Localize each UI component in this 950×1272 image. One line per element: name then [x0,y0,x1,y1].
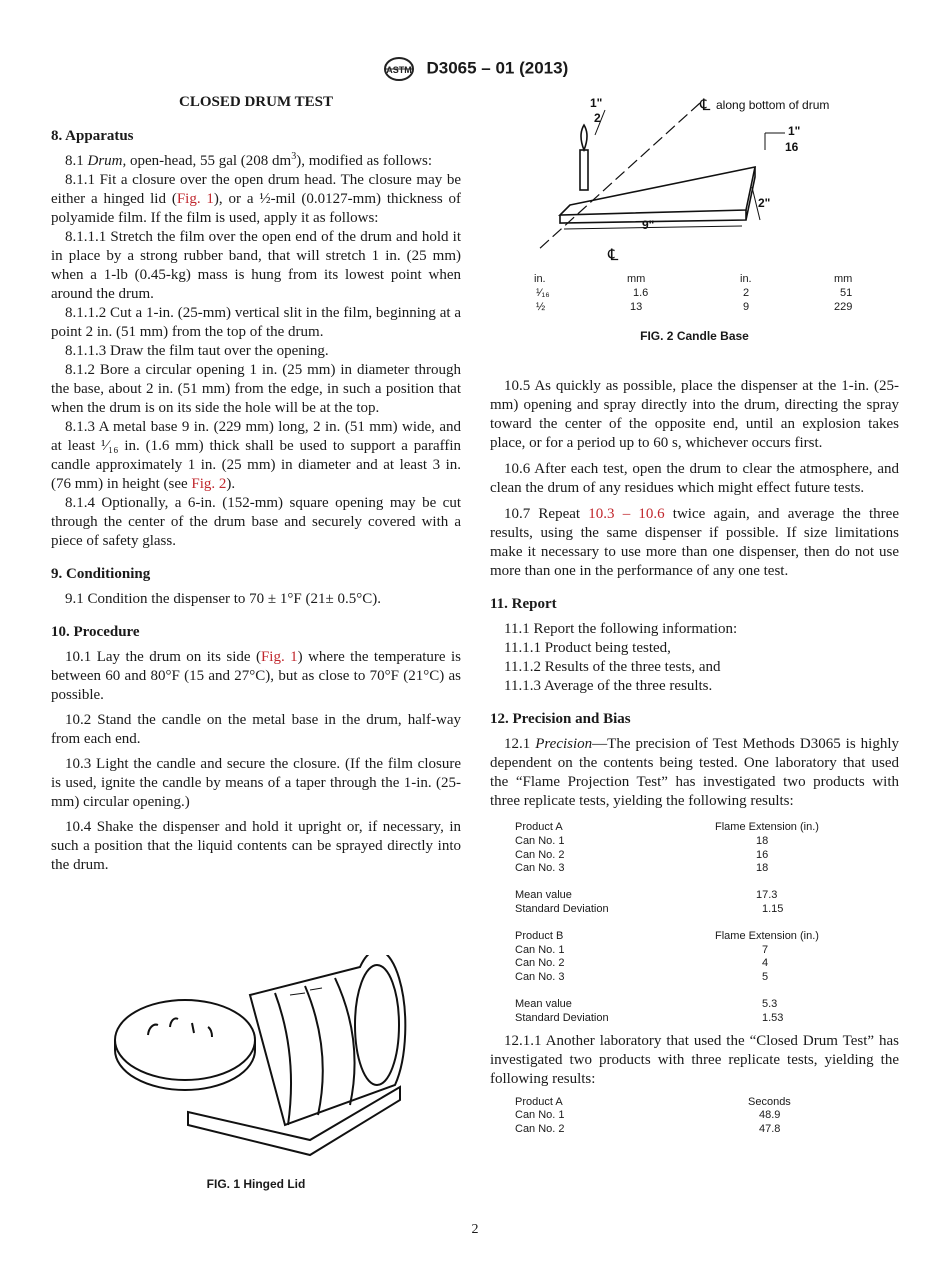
para-8-1-1-3: 8.1.1.3 Draw the film taut over the opening. [65,343,329,359]
ref-10-3-link[interactable]: 10.3 – 10.6 [588,506,665,522]
para-8-1-1-2: 8.1.1.2 Cut a 1-in. (25-mm) vertical slit in the film, beginning at a point 2 in. (51 mm) from the top of the drum. [51,305,461,340]
table-row: Can No. 1 7 [515,943,769,956]
units-h-1: mm [627,273,646,285]
para-8-1: 8.1 Drum, open-head, 55 gal (208 $dm^3$), modified as follows: [65,151,433,169]
units-h-0: in. [534,273,546,285]
heading-apparatus: 8. Apparatus [51,128,134,144]
fig1-link-2[interactable]: Fig. 1 [260,649,298,665]
para-10-1: 10.1 Lay the drum on its side (Fig. 1) where the temperature is between 60 and 80°F (15 and 27°C), but as close to 70°F (21°C) as possible. [51,649,461,703]
table-row: Can No. 1 48.9 [515,1109,781,1122]
fig1-drum-drawing [110,955,410,1175]
table-row: Can No. 3 18 [515,862,769,875]
units-r2-3: 229 [834,301,853,313]
heading-conditioning: 9. Conditioning [51,566,151,582]
units-r1-3: 51 [840,287,853,299]
para-8-1-1: 8.1.1 Fit a closure over the open drum head. The closure may be either a hinged lid (Fig. 1), or a ½-mil (0.0127-mm) thickness of polyamide film. If the film is used, apply it as follows: [51,172,461,226]
para-12-1-1: 12.1.1 Another laboratory that used the “Closed Drum Test” has investigated two products with three replicate tests, yielding the following results: [490,1032,899,1087]
table-row: Mean value 5.3 [515,997,778,1010]
flame-table [490,821,899,1026]
fig1-link[interactable]: Fig. 1 [176,191,214,207]
fig2-16-den: 16 [785,140,799,154]
para-12-1: 12.1 Precision—The precision of Test Methods D3065 is highly dependent on the contents being tested. One laboratory that used the “Flame Projection Test” has investigated two products with three replicate tests, yielding the following results: [490,736,899,809]
para-9-1: 9.1 Condition the dispenser to 70 ± 1°F (21± 0.5°C). [65,591,381,607]
table-row: Product A Seconds [515,1095,791,1108]
page-number: 2 [471,1222,479,1237]
units-r2-1: 13 [630,301,643,313]
para-8-1-1-1: 8.1.1.1 Stretch the film over the open end of the drum and hold it in place by a strong rubber band, that will stretch 1 in. (25 mm) when a 1-lb (0.45-kg) mass is hung from its lowest point when around the drum. [51,229,461,302]
para-10-4: 10.4 Shake the dispenser and hold it upright or, if necessary, in such a position that the liquid contents can be sprayed directly into the drum. [51,819,461,873]
drum-table [490,1096,899,1137]
para-11-1-2: 11.1.2 Results of the three tests, and [504,659,721,675]
fig2-candle-base-drawing [520,95,890,265]
para-8-1-4: 8.1.4 Optionally, a 6-in. (152-mm) square opening may be cut through the center of the drum base and securely covered with a piece of safety glass. [51,495,461,549]
fig1-caption: FIG. 1 Hinged Lid [206,1177,306,1191]
heading-precision-bias: 12. Precision and Bias [490,711,631,727]
fig2-caption: FIG. 2 Candle Base [640,329,749,343]
fig2-cl-symbol-2: ℄ [608,247,619,264]
table-row: Standard Deviation 1.15 [515,902,784,915]
astm-logo-icon [382,56,416,82]
units-r2-2: 9 [743,301,750,313]
units-r2-0: ½ [536,301,546,313]
section-title: CLOSED DRUM TEST [179,94,333,110]
para-8-1-3: 8.1.3 A metal base 9 in. (229 mm) long, 2 in. (51 mm) wide, and at least ¹⁄₁₆ in. (1.6 mm) thick shall be used to support a paraffin candle approximately 1 in. (25 mm) in diameter and at least 3 in. (76 mm) in height (see Fig. 2). [51,419,461,492]
fig2-16-num: 1" [788,124,801,138]
fig2-link[interactable]: Fig. 2 [191,476,227,492]
table-row: Can No. 3 5 [515,971,769,984]
right-column [490,377,899,1137]
left-column [51,93,461,875]
fig2-cl-label: along bottom of drum [716,98,830,112]
heading-report: 11. Report [490,596,557,612]
page-header [0,56,950,82]
table-row: Mean value 17.3 [515,889,778,902]
table-row: Product B Flame Extension (in.) [515,929,819,942]
units-r1-0: ¹⁄₁₆ [536,287,550,299]
units-h-2: in. [740,273,752,285]
para-11-1-3: 11.1.3 Average of the three results. [504,678,713,694]
designation: D3065 – 01 (2013) [426,58,569,78]
fig2-2-label: 2" [758,196,771,210]
heading-procedure: 10. Procedure [51,624,140,640]
para-10-6: 10.6 After each test, open the drum to clear the atmosphere, and clean the drum of any residues which might effect future tests. [490,461,899,496]
para-10-7: 10.7 Repeat 10.3 – 10.6 twice again, and average the three results, using the same dispenser if possible. If size limitations make it necessary to use more than one dispenser, then do not use more than one in the performance of any one test. [490,506,899,579]
para-10-3: 10.3 Light the candle and secure the closure. (If the film closure is used, ignite the candle by means of a taper through the 1-in. (25-mm) circular opening.) [51,756,461,810]
para-8-1-2: 8.1.2 Bore a circular opening 1 in. (25 mm) in diameter through the base, about 2 in. (51 mm) from the edge, in such a position that when the drum is on its side the hole will be at the top. [51,362,461,416]
units-h-3: mm [834,273,853,285]
units-r1-1: 1.6 [633,287,649,299]
fig2-cl-symbol: ℄ [700,97,711,114]
fig2-half-num: 1" [590,96,603,110]
table-row: Can No. 2 47.8 [515,1123,781,1136]
svg-text:ASTM: ASTM [385,65,412,75]
table-row: Can No. 2 4 [515,957,769,970]
table-row: Can No. 1 18 [515,834,769,847]
fig2-half-den: 2 [594,111,601,125]
table-row: Can No. 2 16 [515,848,769,861]
units-r1-2: 2 [743,287,750,299]
table-row: Standard Deviation 1.53 [515,1011,784,1024]
fig2-9-label: 9" [642,218,655,232]
table-row: Product A Flame Extension (in.) [515,821,819,833]
para-11-1-1: 11.1.1 Product being tested, [504,640,671,656]
para-10-5: 10.5 As quickly as possible, place the dispenser at the 1-in. (25-mm) opening and spray directly into the drum, directing the spray toward the center of the opposite end, until an explosion takes place, or for a period up to 60 s, whichever occurs first. [490,378,899,451]
para-10-2: 10.2 Stand the candle on the metal base in the drum, half-way from each end. [51,712,461,747]
para-11-1: 11.1 Report the following information: [504,621,738,637]
